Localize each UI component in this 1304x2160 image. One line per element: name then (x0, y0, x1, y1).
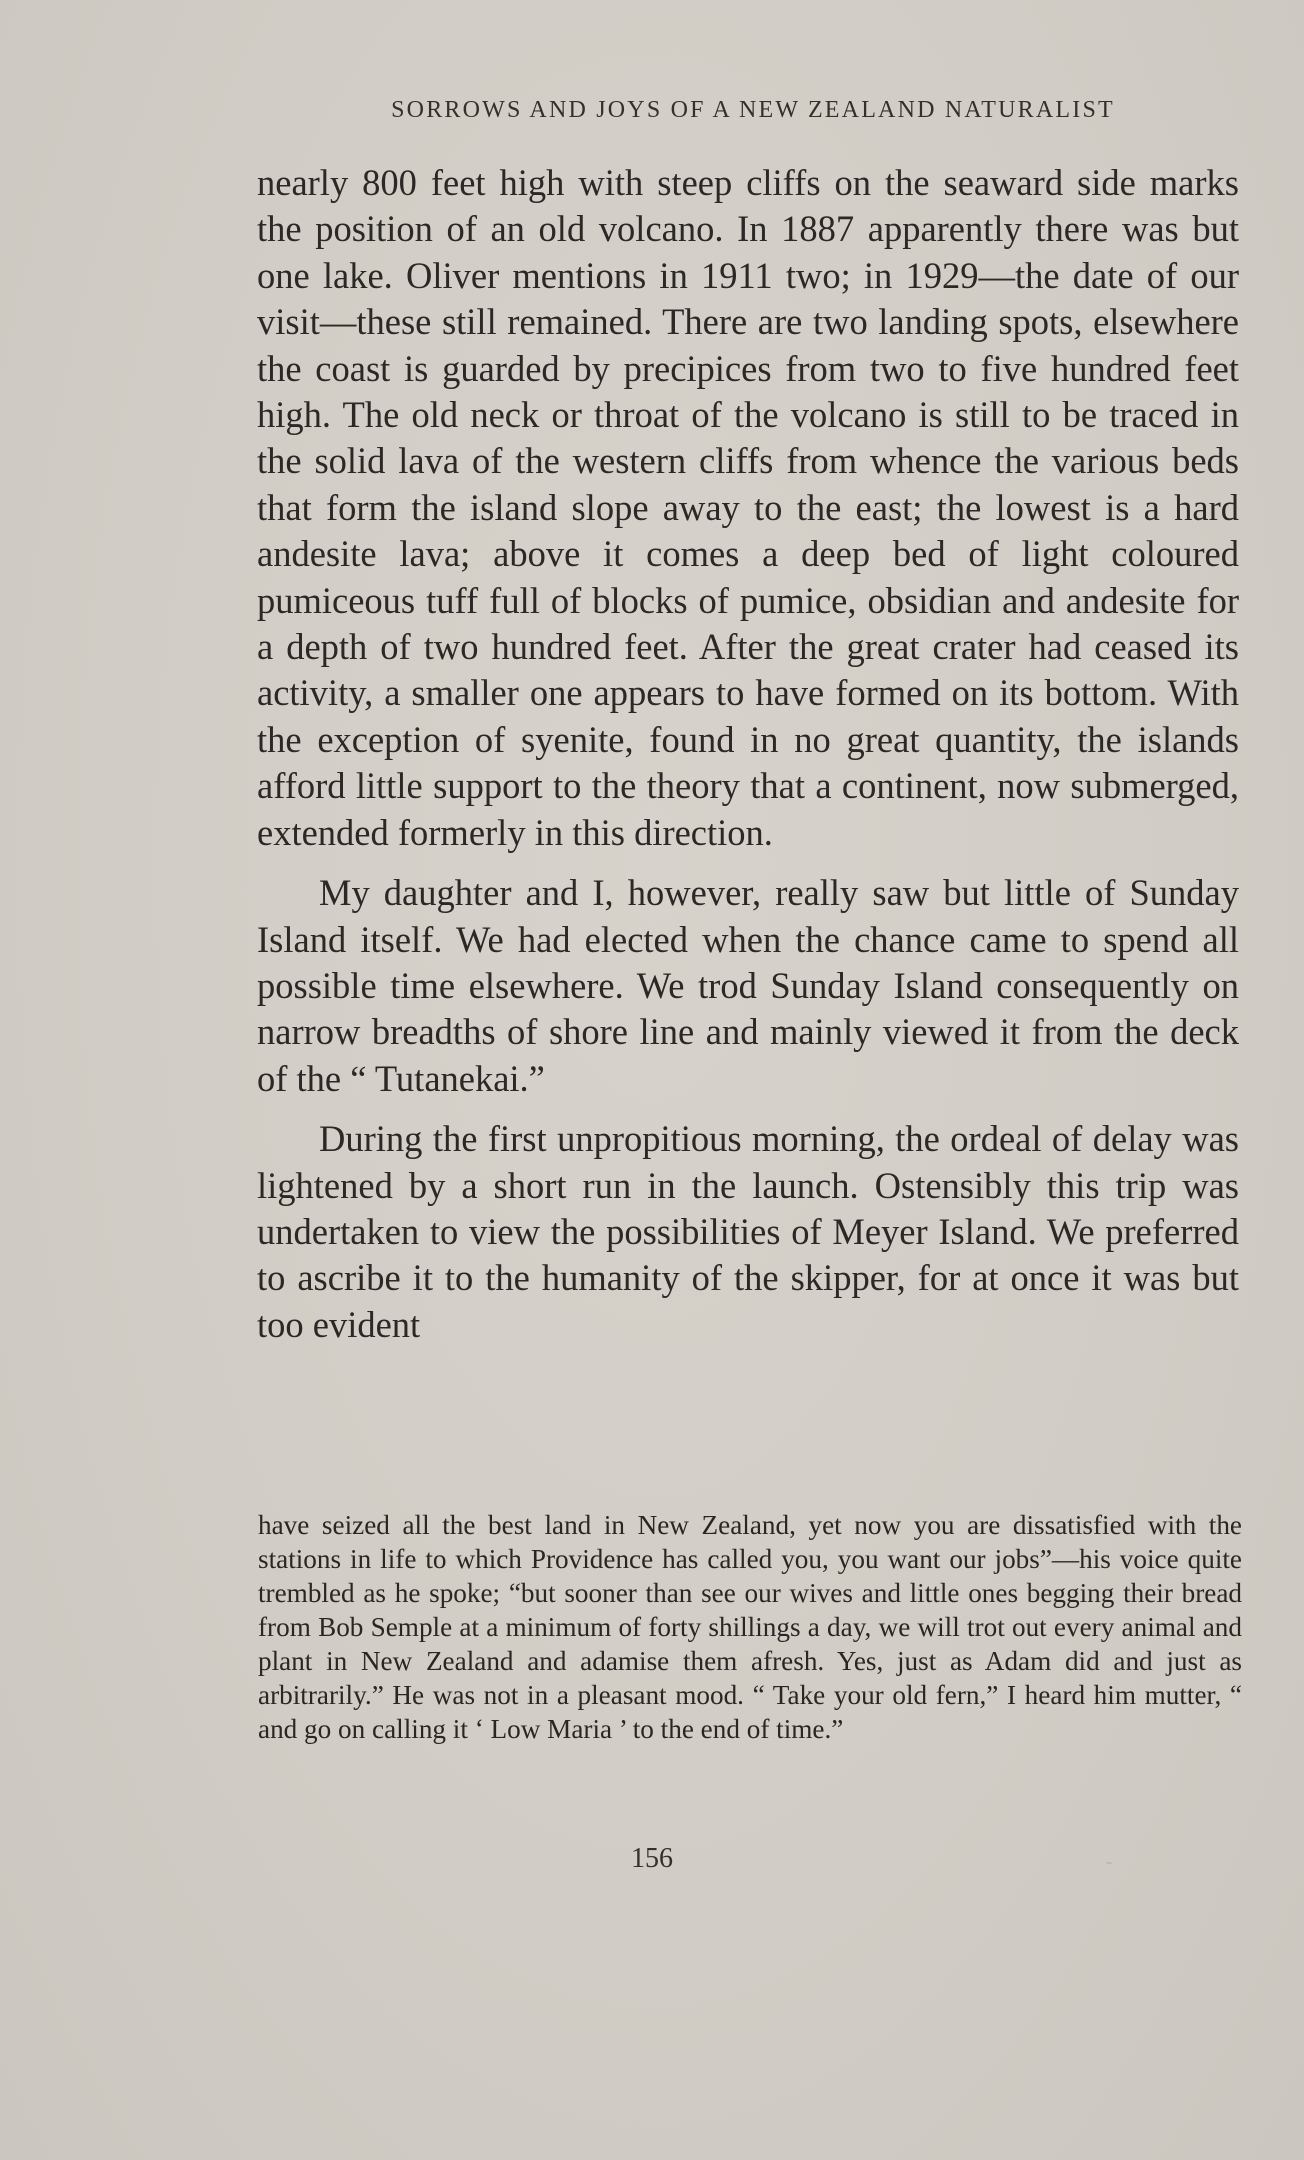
paragraph-volcano: nearly 800 feet high with steep cliffs on the seaward side marks the position of an old volcano. In 1887 apparently there was but one lake. Oliver mentions in 1911 two; in 1929—the date of our visit—these still remained. There are two landing spots, elsewhere the coast is guarded by precipices from two to five hundred feet high. The old neck or throat of the volcano is still to be traced in the solid lava of the western cliffs from whence the various beds that form the island slope away to the east; the lowest is a hard andesite lava; above it comes a deep bed of light coloured pumiceous tuff full of blocks of pumice, obsidian and andesite for a depth of two hundred feet. After the great crater had ceased its activity, a smaller one appears to have formed on its bottom. With the exception of syenite, found in no great quantity, the islands afford little support to the theory that a continent, now submerged, extended formerly in this direction. (257, 162, 1239, 853)
page-number: 156 (631, 1843, 673, 1874)
running-head: SORROWS AND JOYS OF A NEW ZEALAND NATURALIST (391, 97, 1115, 123)
paragraph-launch-trip: During the first unpropitious morning, the ordeal of delay was lightened by a short run in the launch. Ostensibly this trip was undertaken to view the possibilities of Meyer Island. We preferred to ascribe it to the humanity of the skipper, for at once it was but too evident (257, 1118, 1239, 1345)
paper-speck (1106, 1862, 1112, 1864)
paragraph-sunday-island: My daughter and I, however, really saw but little of Sunday Island itself. We had elected when the chance came to spend all possible time elsewhere. We trod Sunday Island consequently on narrow breadths of shore line and mainly viewed it from the deck of the “ Tutanekai.” (257, 872, 1239, 1099)
main-text (257, 160, 1239, 1348)
footnote: have seized all the best land in New Zealand, yet now you are dissatisfied with the stations in life to which Providence has called you, you want our jobs”—his voice quite trembled as he spoke; “but sooner than see our wives and little ones begging their bread from Bob Semple at a minimum of forty shillings a day, we will trot out every animal and plant in New Zealand and adamise them afresh. Yes, just as Adam did and just as arbitrarily.” He was not in a pleasant mood. “ Take your old fern,” I heard him mutter, “ and go on calling it ‘ Low Maria ’ to the end of time.” (258, 1510, 1242, 1744)
